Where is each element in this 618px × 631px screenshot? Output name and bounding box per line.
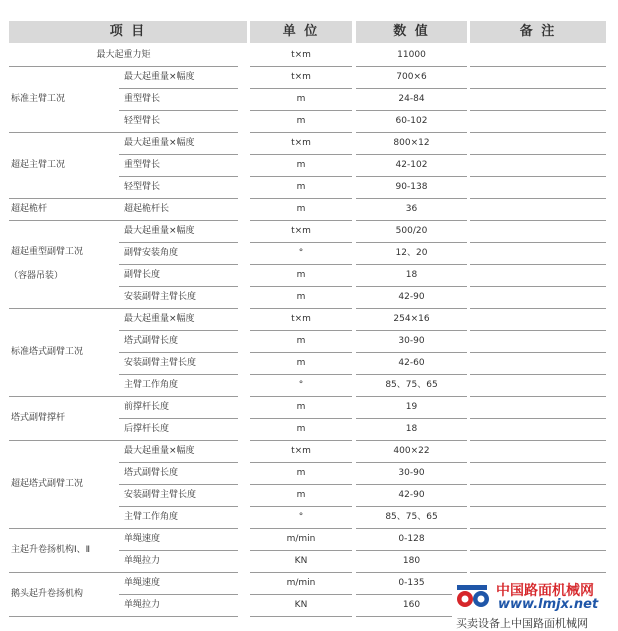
spec-name: 副臂长度 [124, 270, 161, 280]
spec-value: 18 [405, 270, 418, 280]
header-value: 数 值 [356, 21, 467, 43]
spec-name: 重型臂长 [124, 160, 161, 170]
row-divider [470, 352, 606, 353]
spec-unit: m [296, 160, 306, 170]
watermark-url: www.lmjx.net [498, 597, 599, 612]
spec-name: 塔式副臂长度 [124, 468, 179, 478]
spec-unit: m [296, 402, 306, 412]
spec-unit: t×m [291, 138, 311, 148]
spec-value: 42-102 [395, 160, 428, 170]
spec-name: 最大起重量×幅度 [124, 138, 195, 148]
spec-name: 单绳拉力 [124, 556, 161, 566]
row-divider [470, 154, 606, 155]
spec-unit: m/min [286, 578, 316, 588]
row-divider [470, 176, 606, 177]
spec-value: 0-128 [398, 534, 425, 544]
spec-value: 254×16 [393, 314, 430, 324]
spec-name: 副臂安装角度 [124, 248, 179, 258]
row-divider [470, 484, 606, 485]
spec-name: 安装副臂主臂长度 [124, 358, 197, 368]
spec-name: 轻型臂长 [124, 116, 161, 126]
spec-value: 24-84 [398, 94, 425, 104]
group-label: 鹅头起升卷扬机构 [11, 589, 84, 599]
row-divider [470, 418, 606, 419]
spec-value: 400×22 [393, 446, 430, 456]
header-unit: 单 位 [250, 21, 352, 43]
spec-unit: m/min [286, 534, 316, 544]
group-label: 超起桅杆 [11, 204, 48, 214]
spec-value: 11000 [397, 50, 426, 60]
spec-value: 18 [405, 424, 418, 434]
spec-unit: m [296, 490, 306, 500]
row-divider [470, 88, 606, 89]
spec-name: 最大起重力矩 [96, 50, 151, 60]
spec-name: 后撑杆长度 [124, 424, 170, 434]
spec-value: 0-135 [398, 578, 425, 588]
row-divider [470, 572, 606, 573]
row-divider [470, 308, 606, 309]
spec-value: 160 [402, 600, 421, 610]
row-divider [470, 396, 606, 397]
spec-value: 800×12 [393, 138, 430, 148]
spec-unit: m [296, 182, 306, 192]
spec-unit: t×m [291, 72, 311, 82]
row-divider [470, 506, 606, 507]
spec-unit: ° [298, 248, 304, 258]
spec-name: 安装副臂主臂长度 [124, 292, 197, 302]
spec-unit: KN [294, 556, 308, 566]
row-divider [470, 132, 606, 133]
spec-unit: ° [298, 380, 304, 390]
spec-name: 主臂工作角度 [124, 512, 179, 522]
group-label: 塔式副臂撑杆 [11, 413, 66, 423]
spec-value: 85、75、65 [385, 380, 438, 390]
row-divider [250, 616, 352, 617]
spec-name: 塔式副臂长度 [124, 336, 179, 346]
group-divider [9, 616, 238, 617]
spec-value: 36 [405, 204, 418, 214]
spec-name: 单绳速度 [124, 534, 161, 544]
spec-name: 最大起重量×幅度 [124, 314, 195, 324]
spec-value: 30-90 [398, 336, 425, 346]
spec-name: 最大起重量×幅度 [124, 446, 195, 456]
spec-unit: t×m [291, 50, 311, 60]
spec-name: 安装副臂主臂长度 [124, 490, 197, 500]
row-divider [470, 528, 606, 529]
spec-value: 19 [405, 402, 418, 412]
spec-unit: KN [294, 600, 308, 610]
row-divider [470, 264, 606, 265]
row-divider [470, 110, 606, 111]
spec-name: 重型臂长 [124, 94, 161, 104]
row-divider [356, 616, 467, 617]
row-divider [470, 242, 606, 243]
spec-name: 最大起重量×幅度 [124, 226, 195, 236]
row-divider [470, 330, 606, 331]
spec-value: 30-90 [398, 468, 425, 478]
spec-unit: m [296, 94, 306, 104]
spec-name: 前撑杆长度 [124, 402, 170, 412]
group-label: 超起重型副臂工况 [11, 247, 84, 257]
spec-unit: t×m [291, 314, 311, 324]
spec-name: 单绳拉力 [124, 600, 161, 610]
spec-value: 42-60 [398, 358, 425, 368]
group-label-note: （容器吊装） [9, 271, 64, 281]
spec-value: 42-90 [398, 490, 425, 500]
spec-unit: t×m [291, 446, 311, 456]
spec-unit: m [296, 292, 306, 302]
spec-unit: m [296, 358, 306, 368]
spec-value: 180 [402, 556, 421, 566]
group-label: 超起塔式副臂工况 [11, 479, 84, 489]
spec-value: 60-102 [395, 116, 428, 126]
spec-value: 85、75、65 [385, 512, 438, 522]
spec-value: 42-90 [398, 292, 425, 302]
spec-unit: m [296, 424, 306, 434]
header-note: 备 注 [470, 21, 606, 43]
row-divider [470, 286, 606, 287]
spec-unit: ° [298, 512, 304, 522]
row-divider [470, 440, 606, 441]
logo-icon [454, 582, 492, 610]
row-divider [470, 198, 606, 199]
row-divider [470, 550, 606, 551]
header-item: 项 目 [9, 21, 247, 43]
watermark-caption: 买卖设备上中国路面机械网 [456, 617, 588, 630]
spec-unit: m [296, 270, 306, 280]
spec-unit: m [296, 116, 306, 126]
spec-value: 700×6 [396, 72, 427, 82]
spec-unit: m [296, 336, 306, 346]
spec-unit: m [296, 204, 306, 214]
row-divider [470, 374, 606, 375]
row-divider [470, 220, 606, 221]
spec-unit: m [296, 468, 306, 478]
spec-value: 500/20 [395, 226, 428, 236]
group-label: 主起升卷扬机构Ⅰ、Ⅱ [11, 545, 91, 555]
spec-name: 单绳速度 [124, 578, 161, 588]
spec-name: 主臂工作角度 [124, 380, 179, 390]
spec-name: 最大起重量×幅度 [124, 72, 195, 82]
group-label: 超起主臂工况 [11, 160, 66, 170]
spec-value: 12、20 [395, 248, 428, 258]
spec-name: 超起桅杆长 [124, 204, 170, 214]
group-label: 标准主臂工况 [11, 94, 66, 104]
spec-unit: t×m [291, 226, 311, 236]
group-label: 标准塔式副臂工况 [11, 347, 84, 357]
watermark-brand: 中国路面机械网 [496, 583, 594, 599]
spec-value: 90-138 [395, 182, 428, 192]
row-divider [470, 66, 606, 67]
watermark [452, 580, 618, 630]
spec-name: 轻型臂长 [124, 182, 161, 192]
row-divider [470, 462, 606, 463]
